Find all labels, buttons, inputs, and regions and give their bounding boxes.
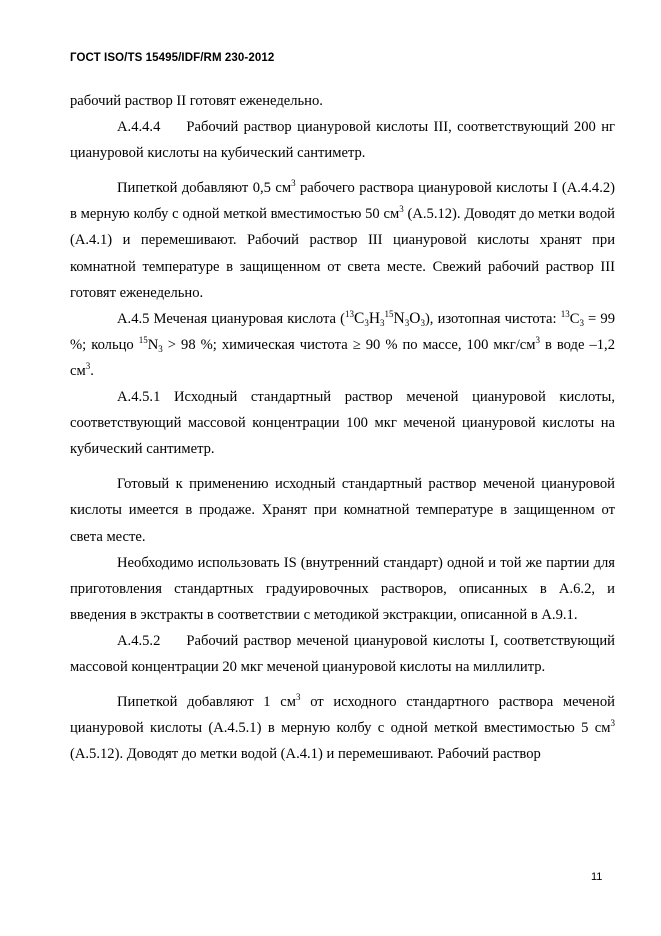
paragraph: Готовый к применению исходный стандартный раствор меченой циануровой кислоты имеется в продаже. Хранят при комнатной температуре в защищенном от света месте. [70,476,615,545]
paragraph: Пипеткой добавляют 1 $см^3$ от исходного стандартного раствора меченой циануровой кислоты (А.4.5.1) в мерную колбу с одной меткой вместимостью 5 $см^3$ (А.5.12). Доводят до метки водой (А.4.1) и перемешивают. Рабочий раствор [70,692,615,763]
chemical-formula: $^{13}C_3H_3^{15}N_3O_3$ [344,308,425,328]
paragraph: Необходимо использовать IS (внутренний стандарт) одной и той же партии для приготовления стандартных градуировочных растворов, описанных в А.6.2, и введения в экстракты в соответствии с методикой экстракции, описанной в А.9.1. [70,554,615,623]
clause-number: А.4.4.4 [117,119,161,136]
document-header: ГОСТ ISO/TS 15495/IDF/RM 230-2012 [70,52,275,64]
paragraph-a4-4-4 [70,114,615,166]
paragraph: Пипеткой добавляют 0,5 $см^3$ рабочего раствора циануровой кислоты I (А.4.4.2) в мерную колбу с одной меткой вместимостью 50 $см^3$ (А.5.12). Доводят до метки водой (А.4.1) и перемешивают. Рабочий раствор III циануровой кислоты хранят при комнатной температуре в защищенном от света месте. Свежий рабочий раствор III готовят еженедельно. [70,178,615,301]
paragraph-a4-5: А.4.5 Меченая циануровая кислота $(^{13}C_3H_3^{15}N_3O_3)$, изотопная чистота: $^{13}C_3 = 99$ %; кольцо $^{15}N_3 > 98$ %; химическая чистота ≥ 90 % по массе, 100 мкг/$см^3$ в воде –1,2 $см^3$. [70,308,616,379]
document-body [70,88,615,767]
paragraph: рабочий раствор II готовят еженедельно. [70,93,323,109]
paragraph-a4-5-1: А.4.5.1 Исходный стандартный раствор меченой циануровой кислоты, соответствующий массовой концентрации 100 мкг меченой циануровой кислоты на кубический сантиметр. [70,389,615,458]
clause-number: А.4.5.2 [117,632,161,649]
clause-text: Рабочий раствор меченой циануровой кислоты I, соответствующий массовой концентрации 20 мкг меченой циануровой кислоты на миллилитр. [70,632,615,675]
paragraph-a4-5-2 [70,628,615,680]
clause-text: Рабочий раствор циануровой кислоты III, соответствующий 200 нг циануровой кислоты на кубический сантиметр. [70,119,615,162]
page-number: 11 [591,871,603,883]
